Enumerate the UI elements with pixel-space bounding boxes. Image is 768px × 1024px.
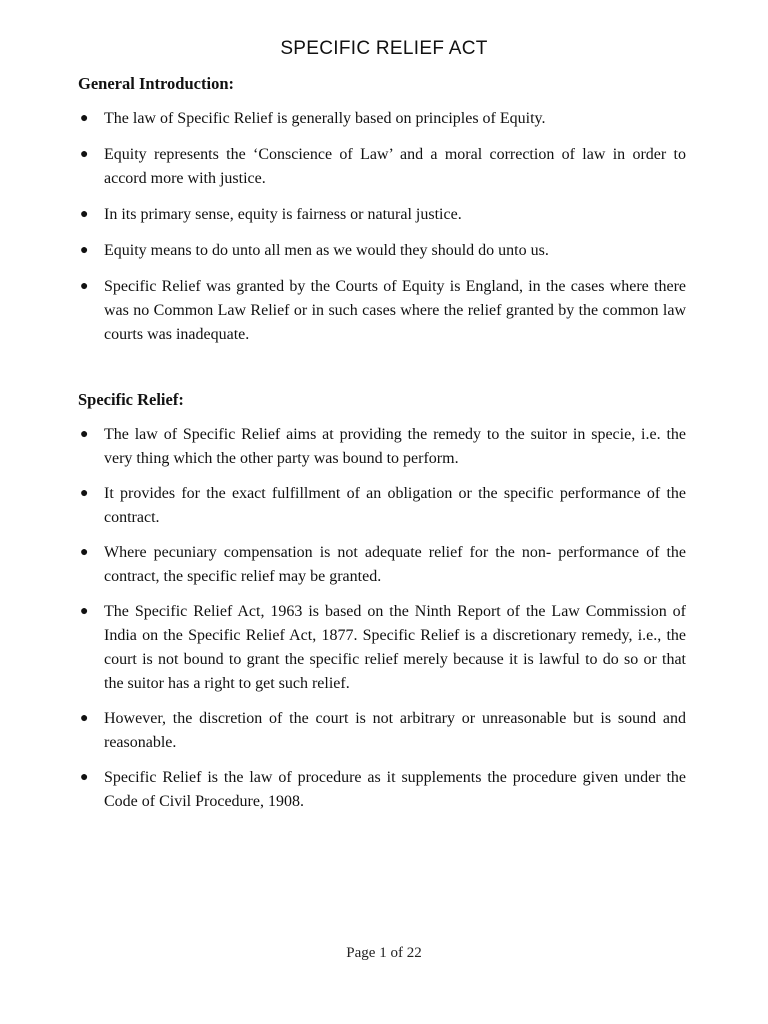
list-item xyxy=(78,203,686,227)
list-item xyxy=(78,600,686,696)
section-heading: Specific Relief: xyxy=(78,390,184,409)
list-item xyxy=(78,766,686,814)
document-title: SPECIFIC RELIEF ACT xyxy=(280,38,488,59)
bullet-icon: ● xyxy=(80,111,89,126)
list-item xyxy=(78,107,686,131)
bullet-icon: ● xyxy=(80,545,89,560)
list-item-text: The law of Specific Relief is generally based on principles of Equity. xyxy=(104,110,546,127)
list-item xyxy=(78,143,686,191)
list-item-text: Equity represents the ‘Conscience of Law’ and a moral correction of law in order to accord more with justice. xyxy=(104,146,686,187)
list-item xyxy=(78,541,686,589)
bullet-icon: ● xyxy=(80,279,89,294)
bullet-icon: ● xyxy=(80,147,89,162)
list-item xyxy=(78,482,686,530)
list-item xyxy=(78,423,686,471)
bullet-icon: ● xyxy=(80,427,89,442)
list-item-text: The law of Specific Relief aims at providing the remedy to the suitor in specie, i.e. the very thing which the other party was bound to perform. xyxy=(104,426,686,467)
list-item xyxy=(78,239,686,263)
bullet-icon: ● xyxy=(80,770,89,785)
bullet-icon: ● xyxy=(80,486,89,501)
bullet-icon: ● xyxy=(80,604,89,619)
section-heading: General Introduction: xyxy=(78,74,234,93)
list-item xyxy=(78,275,686,347)
list-item-text: The Specific Relief Act, 1963 is based on the Ninth Report of the Law Commission of India on the Specific Relief Act, 1877. Specific Relief is a discretionary remedy, i.e., the court is not bound to grant the specific relief merely because it is lawful to do so or that the suitor has a right to get such relief. xyxy=(104,603,686,692)
section-general-introduction xyxy=(78,72,686,347)
list-item-text: Specific Relief is the law of procedure as it supplements the procedure given under the Code of Civil Procedure, 1908. xyxy=(104,769,686,810)
list-item-text: In its primary sense, equity is fairness or natural justice. xyxy=(104,206,462,223)
list-item-text: Equity means to do unto all men as we would they should do unto us. xyxy=(104,242,549,259)
bullet-icon: ● xyxy=(80,711,89,726)
list-item xyxy=(78,707,686,755)
bullet-list xyxy=(78,107,686,347)
bullet-icon: ● xyxy=(80,207,89,222)
list-item-text: It provides for the exact fulfillment of an obligation or the specific performance of the contract. xyxy=(104,485,686,526)
page-number: Page 1 of 22 xyxy=(346,945,422,961)
section-specific-relief xyxy=(78,388,686,814)
list-item-text: Where pecuniary compensation is not adequate relief for the non- performance of the contract, the specific relief may be granted. xyxy=(104,544,686,585)
bullet-list xyxy=(78,423,686,814)
list-item-text: Specific Relief was granted by the Courts of Equity is England, in the cases where there was no Common Law Relief or in such cases where the relief granted by the common law courts was inadequate. xyxy=(104,278,686,343)
bullet-icon: ● xyxy=(80,243,89,258)
list-item-text: However, the discretion of the court is not arbitrary or unreasonable but is sound and reasonable. xyxy=(104,710,686,751)
